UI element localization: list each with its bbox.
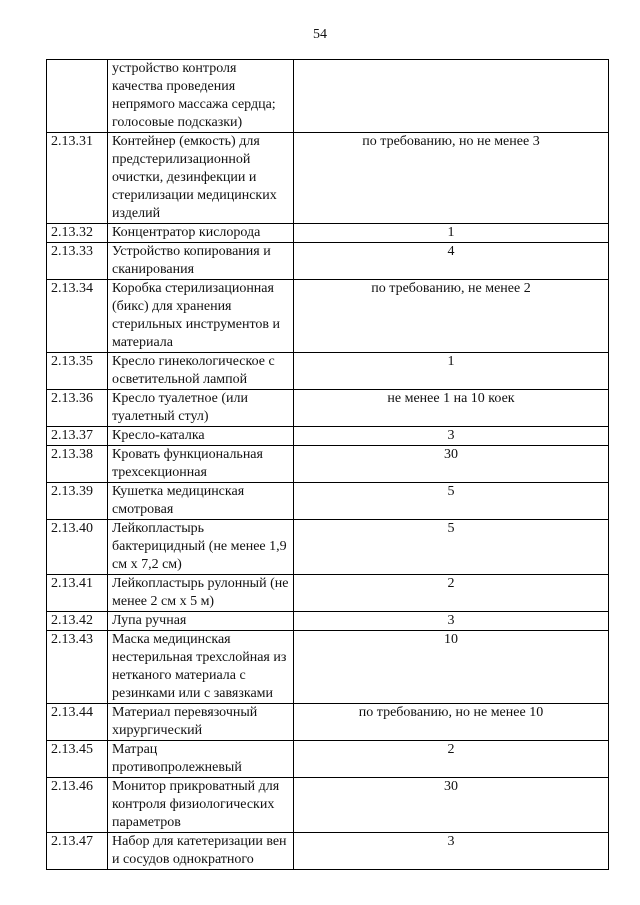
table-row (47, 280, 609, 353)
item-name: Лейкопластырь рулонный (не менее 2 см х 5 м) (108, 575, 294, 612)
row-number: 2.13.31 (47, 133, 108, 224)
row-number: 2.13.43 (47, 631, 108, 704)
item-quantity: по требованию, не менее 2 (294, 280, 609, 353)
table-row (47, 612, 609, 631)
table-row (47, 575, 609, 612)
table-row (47, 631, 609, 704)
row-number: 2.13.44 (47, 704, 108, 741)
table-row (47, 224, 609, 243)
table-row (47, 778, 609, 833)
row-number: 2.13.41 (47, 575, 108, 612)
table-row (47, 704, 609, 741)
item-name: Лейкопластырь бактерицидный (не менее 1,9 см х 7,2 см) (108, 520, 294, 575)
table-row (47, 390, 609, 427)
table-row (47, 60, 609, 133)
item-name: Набор для катетеризации вен и сосудов однократного (108, 833, 294, 870)
row-number: 2.13.34 (47, 280, 108, 353)
item-name: Матрац противопролежневый (108, 741, 294, 778)
item-name: Контейнер (емкость) для предстерилизационной очистки, дезинфекции и стерилизации медицинских изделий (108, 133, 294, 224)
table-row (47, 520, 609, 575)
page-number: 54 (313, 27, 327, 42)
item-name: Кресло-каталка (108, 427, 294, 446)
table-row (47, 243, 609, 280)
item-name: Маска медицинская нестерильная трехслойная из нетканого материала с резинками или с завязками (108, 631, 294, 704)
item-name: Концентратор кислорода (108, 224, 294, 243)
item-name: Монитор прикроватный для контроля физиологических параметров (108, 778, 294, 833)
item-name: Кровать функциональная трехсекционная (108, 446, 294, 483)
row-number (47, 60, 108, 133)
row-number: 2.13.39 (47, 483, 108, 520)
item-quantity: 2 (294, 575, 609, 612)
table-row (47, 133, 609, 224)
row-number: 2.13.37 (47, 427, 108, 446)
item-quantity: 10 (294, 631, 609, 704)
table-row (47, 446, 609, 483)
table-row (47, 427, 609, 446)
table-row (47, 741, 609, 778)
row-number: 2.13.38 (47, 446, 108, 483)
item-quantity: 2 (294, 741, 609, 778)
item-quantity: 3 (294, 427, 609, 446)
item-quantity: 30 (294, 778, 609, 833)
item-quantity: 1 (294, 224, 609, 243)
item-quantity: 5 (294, 483, 609, 520)
item-name: Кушетка медицинская смотровая (108, 483, 294, 520)
item-quantity (294, 60, 609, 133)
table-row (47, 833, 609, 870)
row-number: 2.13.33 (47, 243, 108, 280)
item-quantity: 1 (294, 353, 609, 390)
row-number: 2.13.36 (47, 390, 108, 427)
item-quantity: 4 (294, 243, 609, 280)
row-number: 2.13.45 (47, 741, 108, 778)
item-quantity: 3 (294, 833, 609, 870)
item-name: Устройство копирования и сканирования (108, 243, 294, 280)
item-quantity: 5 (294, 520, 609, 575)
row-number: 2.13.32 (47, 224, 108, 243)
item-name: Коробка стерилизационная (бикс) для хранения стерильных инструментов и материала (108, 280, 294, 353)
item-quantity: 3 (294, 612, 609, 631)
equipment-table (46, 59, 609, 870)
item-name: Лупа ручная (108, 612, 294, 631)
row-number: 2.13.42 (47, 612, 108, 631)
item-quantity: по требованию, но не менее 10 (294, 704, 609, 741)
table-row (47, 483, 609, 520)
table-row (47, 353, 609, 390)
item-quantity: не менее 1 на 10 коек (294, 390, 609, 427)
row-number: 2.13.40 (47, 520, 108, 575)
item-name: Кресло гинекологическое с осветительной лампой (108, 353, 294, 390)
item-name: Кресло туалетное (или туалетный стул) (108, 390, 294, 427)
item-name: устройство контроля качества проведения непрямого массажа сердца; голосовые подсказки) (108, 60, 294, 133)
item-name: Материал перевязочный хирургический (108, 704, 294, 741)
row-number: 2.13.46 (47, 778, 108, 833)
item-quantity: 30 (294, 446, 609, 483)
row-number: 2.13.47 (47, 833, 108, 870)
row-number: 2.13.35 (47, 353, 108, 390)
item-quantity: по требованию, но не менее 3 (294, 133, 609, 224)
